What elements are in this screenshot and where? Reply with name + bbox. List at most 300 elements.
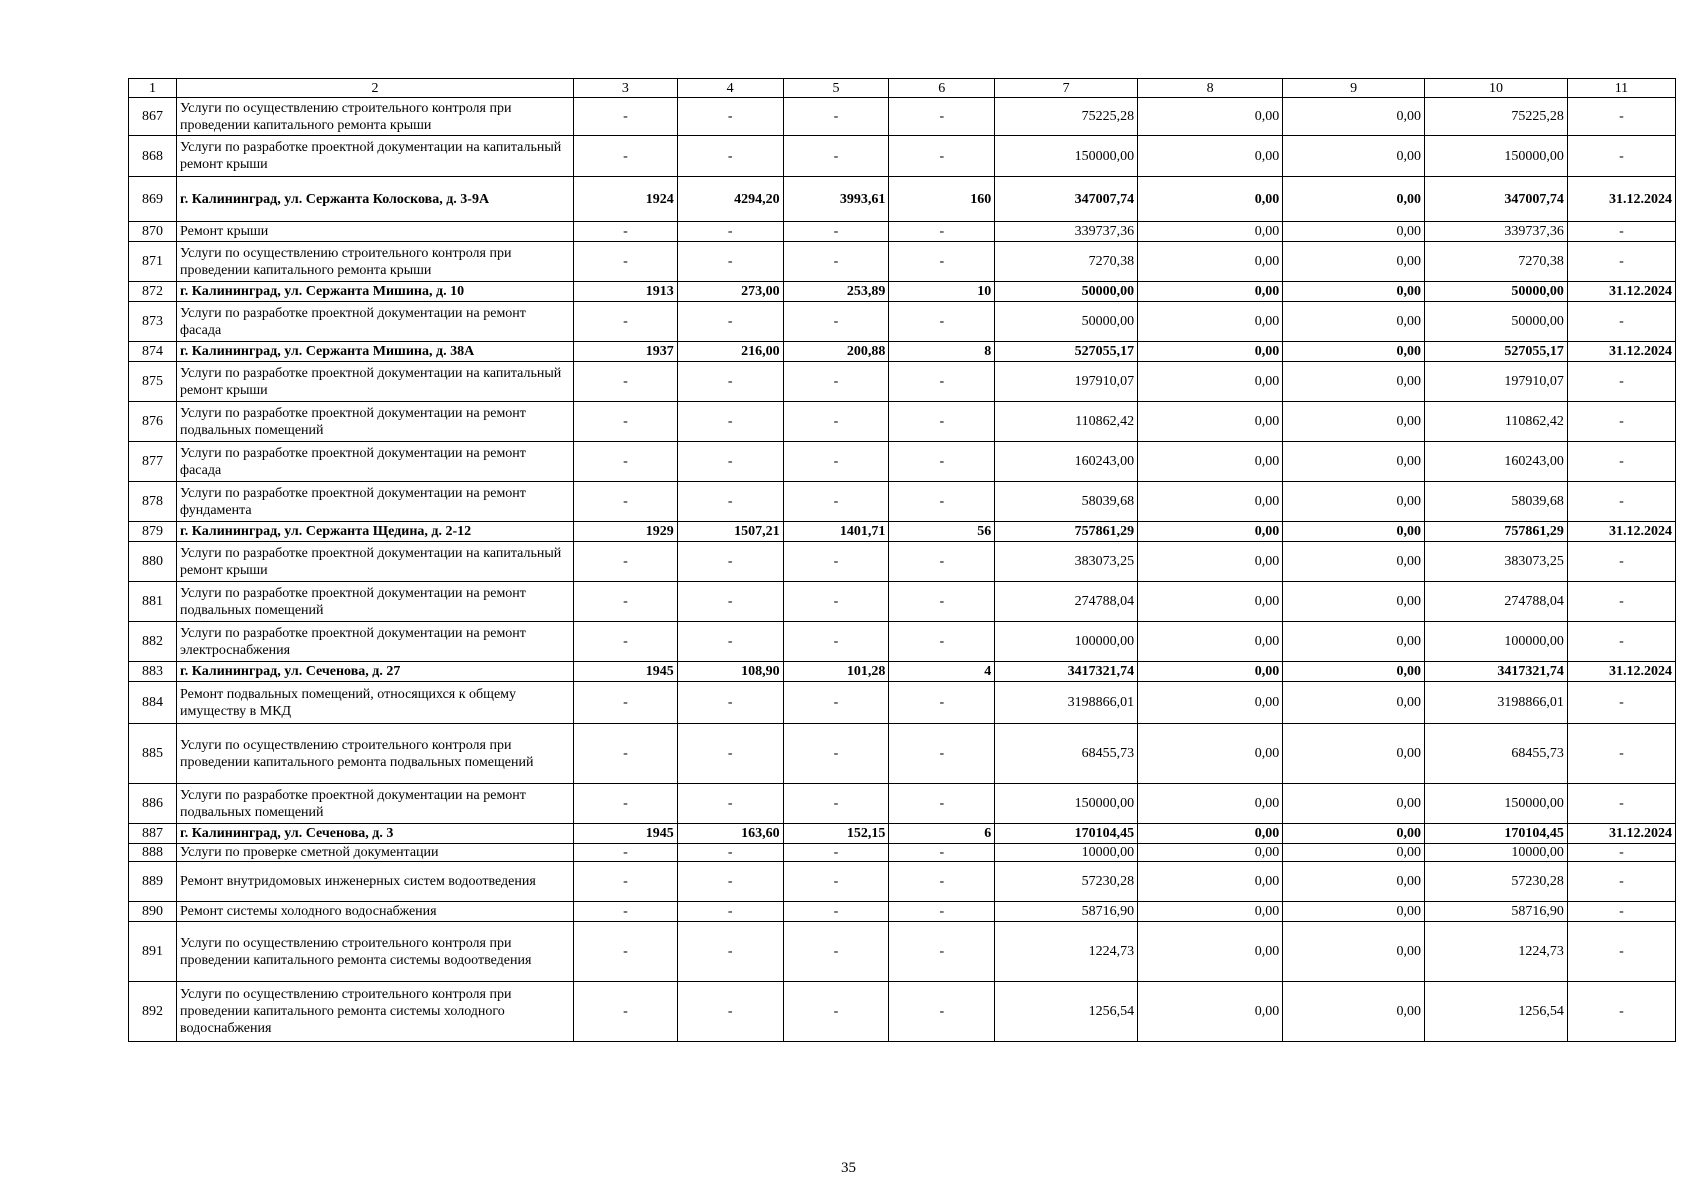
- cell-col-8: 0,00: [1138, 784, 1283, 824]
- cell-col-4: -: [677, 302, 783, 342]
- cell-col-9: 0,00: [1283, 177, 1425, 222]
- cell-col-7: 50000,00: [995, 302, 1138, 342]
- cell-col-7: 274788,04: [995, 582, 1138, 622]
- cell-col-11: -: [1567, 902, 1675, 922]
- cell-col-4: -: [677, 844, 783, 862]
- cell-col-10: 383073,25: [1425, 542, 1568, 582]
- cell-col-11: -: [1567, 402, 1675, 442]
- cell-col-11: -: [1567, 442, 1675, 482]
- cell-col-11: -: [1567, 582, 1675, 622]
- cell-name: Услуги по разработке проектной документации на ремонт фасада: [177, 442, 574, 482]
- cell-name: г. Калининград, ул. Сержанта Мишина, д. 10: [177, 282, 574, 302]
- cell-name: Услуги по осуществлению строительного контроля при проведении капитального ремонта системы холодного водоснабжения: [177, 982, 574, 1042]
- cell-col-10: 527055,17: [1425, 342, 1568, 362]
- table-row: [129, 342, 1676, 362]
- header-col-6: 6: [889, 79, 995, 98]
- cell-row-number: 885: [129, 724, 177, 784]
- cell-col-9: 0,00: [1283, 98, 1425, 136]
- cell-col-4: -: [677, 922, 783, 982]
- cell-col-9: 0,00: [1283, 482, 1425, 522]
- cell-col-8: 0,00: [1138, 242, 1283, 282]
- cell-col-7: 150000,00: [995, 136, 1138, 177]
- cell-row-number: 878: [129, 482, 177, 522]
- cell-col-7: 50000,00: [995, 282, 1138, 302]
- cell-col-6: -: [889, 136, 995, 177]
- cell-col-11: -: [1567, 482, 1675, 522]
- cell-col-10: 100000,00: [1425, 622, 1568, 662]
- cell-col-7: 170104,45: [995, 824, 1138, 844]
- cell-col-5: -: [783, 862, 889, 902]
- cell-name: г. Калининград, ул. Сержанта Колоскова, д. 3-9А: [177, 177, 574, 222]
- cell-col-4: -: [677, 622, 783, 662]
- cell-col-6: -: [889, 98, 995, 136]
- cell-col-3: -: [574, 982, 678, 1042]
- cell-name: г. Калининград, ул. Сержанта Мишина, д. 38А: [177, 342, 574, 362]
- cell-col-9: 0,00: [1283, 844, 1425, 862]
- cell-col-9: 0,00: [1283, 682, 1425, 724]
- cell-col-4: -: [677, 982, 783, 1042]
- cell-col-11: -: [1567, 242, 1675, 282]
- cell-row-number: 881: [129, 582, 177, 622]
- cell-col-8: 0,00: [1138, 222, 1283, 242]
- cell-col-3: -: [574, 682, 678, 724]
- cell-col-4: -: [677, 98, 783, 136]
- cell-col-7: 347007,74: [995, 177, 1138, 222]
- cell-name: Услуги по разработке проектной документации на ремонт подвальных помещений: [177, 582, 574, 622]
- cell-col-5: 200,88: [783, 342, 889, 362]
- cell-col-8: 0,00: [1138, 622, 1283, 662]
- cell-col-8: 0,00: [1138, 442, 1283, 482]
- cell-col-11: 31.12.2024: [1567, 662, 1675, 682]
- cell-col-4: -: [677, 902, 783, 922]
- cell-col-9: 0,00: [1283, 442, 1425, 482]
- cell-col-9: 0,00: [1283, 824, 1425, 844]
- cell-col-11: -: [1567, 98, 1675, 136]
- cell-row-number: 875: [129, 362, 177, 402]
- cell-col-8: 0,00: [1138, 982, 1283, 1042]
- cell-col-7: 160243,00: [995, 442, 1138, 482]
- cell-col-5: -: [783, 222, 889, 242]
- table-row: [129, 724, 1676, 784]
- cell-col-8: 0,00: [1138, 522, 1283, 542]
- cell-col-10: 197910,07: [1425, 362, 1568, 402]
- cell-col-4: -: [677, 784, 783, 824]
- table-row: [129, 622, 1676, 662]
- cell-col-9: 0,00: [1283, 582, 1425, 622]
- cell-col-9: 0,00: [1283, 282, 1425, 302]
- cell-col-11: -: [1567, 682, 1675, 724]
- cell-col-5: -: [783, 302, 889, 342]
- cell-col-5: -: [783, 402, 889, 442]
- cell-col-6: 6: [889, 824, 995, 844]
- cell-col-6: -: [889, 982, 995, 1042]
- cell-col-8: 0,00: [1138, 844, 1283, 862]
- header-col-4: 4: [677, 79, 783, 98]
- cell-col-6: -: [889, 402, 995, 442]
- cell-col-5: -: [783, 582, 889, 622]
- cell-name: Услуги по осуществлению строительного контроля при проведении капитального ремонта крыши: [177, 242, 574, 282]
- cell-row-number: 868: [129, 136, 177, 177]
- cell-col-3: -: [574, 302, 678, 342]
- cell-col-6: 56: [889, 522, 995, 542]
- cell-col-11: -: [1567, 542, 1675, 582]
- column-number-header-row: [129, 79, 1676, 98]
- cell-col-6: -: [889, 222, 995, 242]
- cell-col-8: 0,00: [1138, 862, 1283, 902]
- cell-col-10: 3198866,01: [1425, 682, 1568, 724]
- cell-name: Услуги по разработке проектной документации на ремонт подвальных помещений: [177, 784, 574, 824]
- cell-col-7: 58716,90: [995, 902, 1138, 922]
- table-row: [129, 542, 1676, 582]
- cell-row-number: 872: [129, 282, 177, 302]
- table-row: [129, 302, 1676, 342]
- cell-col-7: 150000,00: [995, 784, 1138, 824]
- cell-col-11: 31.12.2024: [1567, 522, 1675, 542]
- cell-col-7: 75225,28: [995, 98, 1138, 136]
- table-row: [129, 136, 1676, 177]
- cell-col-5: -: [783, 362, 889, 402]
- cell-col-5: -: [783, 902, 889, 922]
- cell-col-9: 0,00: [1283, 222, 1425, 242]
- cell-col-7: 58039,68: [995, 482, 1138, 522]
- cell-col-5: 3993,61: [783, 177, 889, 222]
- cell-col-4: 1507,21: [677, 522, 783, 542]
- table-row: [129, 902, 1676, 922]
- cell-name: Услуги по разработке проектной документации на капитальный ремонт крыши: [177, 362, 574, 402]
- cell-col-9: 0,00: [1283, 724, 1425, 784]
- cell-name: Услуги по разработке проектной документации на ремонт фасада: [177, 302, 574, 342]
- cell-col-9: 0,00: [1283, 136, 1425, 177]
- table-row: [129, 982, 1676, 1042]
- table-row: [129, 824, 1676, 844]
- cell-col-3: -: [574, 98, 678, 136]
- cell-name: Услуги по осуществлению строительного контроля при проведении капитального ремонта подвальных помещений: [177, 724, 574, 784]
- cell-col-8: 0,00: [1138, 662, 1283, 682]
- cell-col-8: 0,00: [1138, 902, 1283, 922]
- cell-col-4: -: [677, 482, 783, 522]
- cell-col-11: 31.12.2024: [1567, 342, 1675, 362]
- cell-col-8: 0,00: [1138, 824, 1283, 844]
- cell-name: Услуги по разработке проектной документации на ремонт подвальных помещений: [177, 402, 574, 442]
- cell-col-11: -: [1567, 982, 1675, 1042]
- cell-col-3: -: [574, 542, 678, 582]
- cell-col-4: -: [677, 862, 783, 902]
- cell-col-8: 0,00: [1138, 922, 1283, 982]
- cell-col-10: 50000,00: [1425, 302, 1568, 342]
- table-row: [129, 582, 1676, 622]
- cell-col-3: -: [574, 242, 678, 282]
- cell-col-5: 152,15: [783, 824, 889, 844]
- cell-col-7: 757861,29: [995, 522, 1138, 542]
- cell-col-10: 75225,28: [1425, 98, 1568, 136]
- cell-col-8: 0,00: [1138, 282, 1283, 302]
- cell-col-5: -: [783, 242, 889, 282]
- cell-col-7: 7270,38: [995, 242, 1138, 282]
- cell-col-6: -: [889, 362, 995, 402]
- cell-col-4: -: [677, 136, 783, 177]
- cell-col-10: 3417321,74: [1425, 662, 1568, 682]
- cell-col-7: 339737,36: [995, 222, 1138, 242]
- cell-name: Услуги по осуществлению строительного контроля при проведении капитального ремонта системы водоотведения: [177, 922, 574, 982]
- cell-col-7: 110862,42: [995, 402, 1138, 442]
- cell-col-11: -: [1567, 362, 1675, 402]
- cell-col-8: 0,00: [1138, 302, 1283, 342]
- table-row: [129, 177, 1676, 222]
- table-row: [129, 844, 1676, 862]
- table-row: [129, 362, 1676, 402]
- cell-row-number: 867: [129, 98, 177, 136]
- header-col-1: 1: [129, 79, 177, 98]
- cell-col-9: 0,00: [1283, 784, 1425, 824]
- table-row: [129, 682, 1676, 724]
- cell-col-7: 100000,00: [995, 622, 1138, 662]
- cell-col-9: 0,00: [1283, 902, 1425, 922]
- cell-col-10: 347007,74: [1425, 177, 1568, 222]
- cell-col-11: 31.12.2024: [1567, 177, 1675, 222]
- cell-col-3: -: [574, 222, 678, 242]
- cell-row-number: 892: [129, 982, 177, 1042]
- cell-col-8: 0,00: [1138, 482, 1283, 522]
- cell-col-10: 50000,00: [1425, 282, 1568, 302]
- cell-col-9: 0,00: [1283, 622, 1425, 662]
- cell-col-8: 0,00: [1138, 98, 1283, 136]
- cell-col-11: -: [1567, 622, 1675, 662]
- cell-name: Услуги по разработке проектной документации на капитальный ремонт крыши: [177, 136, 574, 177]
- cell-col-3: 1945: [574, 662, 678, 682]
- cell-col-6: -: [889, 542, 995, 582]
- cell-col-5: -: [783, 622, 889, 662]
- cell-col-10: 7270,38: [1425, 242, 1568, 282]
- table-row: [129, 442, 1676, 482]
- cell-col-6: -: [889, 922, 995, 982]
- cell-col-10: 58039,68: [1425, 482, 1568, 522]
- cell-col-9: 0,00: [1283, 362, 1425, 402]
- cell-row-number: 870: [129, 222, 177, 242]
- cell-row-number: 891: [129, 922, 177, 982]
- cell-col-7: 527055,17: [995, 342, 1138, 362]
- cell-col-10: 150000,00: [1425, 784, 1568, 824]
- header-col-3: 3: [574, 79, 678, 98]
- cell-col-4: -: [677, 442, 783, 482]
- cell-col-6: -: [889, 724, 995, 784]
- cell-col-9: 0,00: [1283, 342, 1425, 362]
- cell-col-11: -: [1567, 784, 1675, 824]
- cell-col-5: -: [783, 98, 889, 136]
- cell-col-6: -: [889, 622, 995, 662]
- cell-col-5: 1401,71: [783, 522, 889, 542]
- cell-col-10: 339737,36: [1425, 222, 1568, 242]
- cell-col-3: -: [574, 902, 678, 922]
- cell-col-11: -: [1567, 724, 1675, 784]
- cell-col-8: 0,00: [1138, 682, 1283, 724]
- cell-col-3: -: [574, 922, 678, 982]
- cell-col-6: 10: [889, 282, 995, 302]
- cell-col-10: 57230,28: [1425, 862, 1568, 902]
- cell-col-6: 160: [889, 177, 995, 222]
- cell-col-3: -: [574, 784, 678, 824]
- cell-col-5: 101,28: [783, 662, 889, 682]
- cell-col-6: -: [889, 902, 995, 922]
- cell-name: Услуги по разработке проектной документации на ремонт фундамента: [177, 482, 574, 522]
- cell-name: Услуги по разработке проектной документации на капитальный ремонт крыши: [177, 542, 574, 582]
- cell-col-8: 0,00: [1138, 582, 1283, 622]
- cell-col-11: -: [1567, 136, 1675, 177]
- cell-col-4: 108,90: [677, 662, 783, 682]
- cell-col-3: -: [574, 136, 678, 177]
- cell-col-4: 216,00: [677, 342, 783, 362]
- cell-row-number: 876: [129, 402, 177, 442]
- cell-col-9: 0,00: [1283, 922, 1425, 982]
- cell-col-3: -: [574, 582, 678, 622]
- cell-col-5: -: [783, 844, 889, 862]
- cell-col-10: 110862,42: [1425, 402, 1568, 442]
- cell-col-10: 10000,00: [1425, 844, 1568, 862]
- cell-col-6: 4: [889, 662, 995, 682]
- cell-col-11: -: [1567, 844, 1675, 862]
- cell-col-5: -: [783, 542, 889, 582]
- cell-col-10: 160243,00: [1425, 442, 1568, 482]
- cell-col-4: -: [677, 682, 783, 724]
- cell-col-7: 1224,73: [995, 922, 1138, 982]
- cell-col-7: 57230,28: [995, 862, 1138, 902]
- cell-col-3: -: [574, 362, 678, 402]
- cell-col-5: 253,89: [783, 282, 889, 302]
- cell-col-11: -: [1567, 302, 1675, 342]
- cell-col-7: 197910,07: [995, 362, 1138, 402]
- cell-col-6: -: [889, 302, 995, 342]
- cell-col-3: -: [574, 442, 678, 482]
- cell-name: г. Калининград, ул. Сержанта Щедина, д. 2-12: [177, 522, 574, 542]
- cell-col-4: -: [677, 222, 783, 242]
- cell-col-5: -: [783, 784, 889, 824]
- cell-col-3: 1937: [574, 342, 678, 362]
- works-table: [128, 78, 1676, 1042]
- table-row: [129, 522, 1676, 542]
- cell-col-11: -: [1567, 922, 1675, 982]
- cell-col-11: -: [1567, 862, 1675, 902]
- cell-col-6: -: [889, 844, 995, 862]
- cell-col-9: 0,00: [1283, 542, 1425, 582]
- cell-col-9: 0,00: [1283, 522, 1425, 542]
- table-row: [129, 784, 1676, 824]
- cell-col-8: 0,00: [1138, 136, 1283, 177]
- document-table-wrapper: [128, 78, 1676, 1042]
- cell-col-7: 1256,54: [995, 982, 1138, 1042]
- cell-col-8: 0,00: [1138, 402, 1283, 442]
- cell-col-5: -: [783, 922, 889, 982]
- cell-col-11: 31.12.2024: [1567, 282, 1675, 302]
- cell-row-number: 888: [129, 844, 177, 862]
- cell-col-3: -: [574, 622, 678, 662]
- cell-col-9: 0,00: [1283, 982, 1425, 1042]
- table-row: [129, 482, 1676, 522]
- cell-row-number: 869: [129, 177, 177, 222]
- cell-col-3: -: [574, 844, 678, 862]
- cell-col-7: 3198866,01: [995, 682, 1138, 724]
- header-col-7: 7: [995, 79, 1138, 98]
- cell-col-6: -: [889, 682, 995, 724]
- cell-col-10: 1224,73: [1425, 922, 1568, 982]
- cell-name: Ремонт крыши: [177, 222, 574, 242]
- cell-col-7: 68455,73: [995, 724, 1138, 784]
- cell-row-number: 884: [129, 682, 177, 724]
- header-col-2: 2: [177, 79, 574, 98]
- cell-name: Услуги по разработке проектной документации на ремонт электроснабжения: [177, 622, 574, 662]
- table-row: [129, 98, 1676, 136]
- cell-col-4: -: [677, 542, 783, 582]
- cell-col-9: 0,00: [1283, 862, 1425, 902]
- cell-row-number: 873: [129, 302, 177, 342]
- cell-col-10: 58716,90: [1425, 902, 1568, 922]
- cell-col-10: 1256,54: [1425, 982, 1568, 1042]
- cell-col-3: -: [574, 724, 678, 784]
- header-col-11: 11: [1567, 79, 1675, 98]
- cell-col-6: -: [889, 242, 995, 282]
- cell-col-10: 150000,00: [1425, 136, 1568, 177]
- table-row: [129, 662, 1676, 682]
- cell-col-6: -: [889, 482, 995, 522]
- cell-name: Услуги по проверке сметной документации: [177, 844, 574, 862]
- table-row: [129, 402, 1676, 442]
- cell-col-3: 1945: [574, 824, 678, 844]
- cell-col-3: 1929: [574, 522, 678, 542]
- cell-col-10: 274788,04: [1425, 582, 1568, 622]
- header-col-8: 8: [1138, 79, 1283, 98]
- page-number: 35: [841, 1160, 856, 1176]
- cell-col-7: 3417321,74: [995, 662, 1138, 682]
- cell-col-4: 163,60: [677, 824, 783, 844]
- cell-col-10: 170104,45: [1425, 824, 1568, 844]
- cell-col-9: 0,00: [1283, 242, 1425, 282]
- cell-row-number: 889: [129, 862, 177, 902]
- cell-col-6: -: [889, 862, 995, 902]
- cell-row-number: 883: [129, 662, 177, 682]
- cell-name: Ремонт системы холодного водоснабжения: [177, 902, 574, 922]
- cell-col-8: 0,00: [1138, 724, 1283, 784]
- cell-col-4: -: [677, 242, 783, 282]
- cell-col-4: -: [677, 362, 783, 402]
- cell-col-4: -: [677, 402, 783, 442]
- cell-col-6: -: [889, 582, 995, 622]
- cell-col-9: 0,00: [1283, 402, 1425, 442]
- cell-col-3: -: [574, 402, 678, 442]
- table-body: [129, 98, 1676, 1042]
- cell-col-10: 68455,73: [1425, 724, 1568, 784]
- cell-col-6: -: [889, 442, 995, 482]
- cell-col-6: -: [889, 784, 995, 824]
- table-row: [129, 242, 1676, 282]
- cell-name: г. Калининград, ул. Сеченова, д. 27: [177, 662, 574, 682]
- cell-col-4: 4294,20: [677, 177, 783, 222]
- cell-col-11: -: [1567, 222, 1675, 242]
- cell-col-3: -: [574, 862, 678, 902]
- table-row: [129, 922, 1676, 982]
- cell-col-3: 1913: [574, 282, 678, 302]
- cell-col-4: -: [677, 724, 783, 784]
- cell-col-3: -: [574, 482, 678, 522]
- cell-col-5: -: [783, 682, 889, 724]
- cell-name: Услуги по осуществлению строительного контроля при проведении капитального ремонта крыши: [177, 98, 574, 136]
- table-row: [129, 282, 1676, 302]
- cell-col-5: -: [783, 136, 889, 177]
- header-col-5: 5: [783, 79, 889, 98]
- cell-col-7: 10000,00: [995, 844, 1138, 862]
- cell-col-9: 0,00: [1283, 302, 1425, 342]
- cell-col-5: -: [783, 982, 889, 1042]
- header-col-9: 9: [1283, 79, 1425, 98]
- cell-row-number: 886: [129, 784, 177, 824]
- cell-col-8: 0,00: [1138, 177, 1283, 222]
